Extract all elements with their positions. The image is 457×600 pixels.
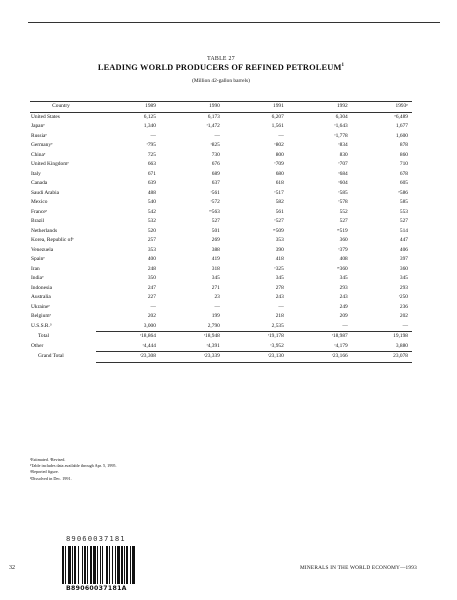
table-row [30, 179, 412, 189]
country-name: United States [31, 113, 60, 120]
table-cell: 3,000 [143, 322, 156, 329]
table-row [30, 312, 412, 322]
table-cell: 360 [399, 265, 408, 272]
table-row [30, 303, 412, 313]
table-cell: 271 [211, 284, 220, 291]
country-name: United Kingdomᵉ [31, 161, 69, 167]
petroleum-table [30, 101, 412, 363]
table-row [30, 246, 412, 256]
footnotes [30, 457, 117, 482]
table-cell: 542 [147, 208, 156, 215]
country-name: Germanyᵉ [31, 142, 53, 148]
table-cell: 293 [339, 284, 348, 291]
other-label: Other [31, 342, 44, 349]
table-row [30, 227, 412, 237]
table-cell: ʳ18,948 [160, 332, 224, 342]
grand-total-row [30, 352, 412, 363]
table-row [30, 284, 412, 294]
table-cell: ʳ578 [338, 199, 348, 205]
table-cell: ʳ795 [146, 142, 156, 148]
table-cell: 514 [399, 227, 408, 234]
table-cell: 618 [275, 180, 284, 186]
table-cell: ʳ709 [274, 161, 284, 167]
table-row [30, 208, 412, 218]
table-cell: ʳ19,178 [224, 332, 288, 342]
table-row [30, 236, 412, 246]
table-cell: 605 [399, 180, 408, 186]
table-cell: 678 [399, 170, 408, 177]
table-cell: ʳ379 [338, 246, 348, 253]
table-row [30, 170, 412, 180]
column-header-1990: 1990 [160, 102, 224, 113]
table-row [30, 141, 412, 151]
running-footer: MINERALS IN THE WORLD ECONOMY—1993 [300, 565, 417, 571]
table-cell: 249 [339, 303, 348, 310]
table-cell: ʳ23,166 [288, 352, 352, 363]
table-cell: 243 [275, 294, 284, 300]
table-row [30, 189, 412, 199]
column-header-1991: 1991 [224, 102, 288, 113]
table-cell: 218 [275, 313, 284, 319]
barcode-label: B89060037181A [66, 585, 127, 592]
table-cell: 345 [211, 275, 220, 281]
table-cell: 199 [211, 313, 220, 319]
table-body [30, 112, 412, 362]
country-name: Indiaᵉ [31, 275, 44, 281]
table-cell: 582 [275, 199, 284, 205]
footnote: ¹Table includes data available through Apr. 5, 1995. [30, 463, 117, 469]
table-cell: 418 [275, 256, 284, 262]
table-cell: ʳ527 [274, 218, 284, 224]
header-rule [28, 22, 440, 23]
country-name: Saudi Arabia [31, 189, 59, 196]
table-cell: 388 [211, 246, 220, 253]
table-cell: 878 [399, 142, 408, 148]
country-name: U.S.S.R.³ [31, 322, 52, 329]
column-header-1989: 1989 [96, 102, 160, 113]
table-cell: 639 [147, 180, 156, 186]
table-cell: 6,125 [143, 113, 156, 120]
table-cell: — [214, 303, 220, 310]
table-row [30, 255, 412, 265]
table-cell: ʳ325 [274, 265, 284, 272]
column-header-country: Country [30, 102, 96, 113]
page-number: 32 [9, 565, 15, 571]
table-cell: 710 [399, 161, 408, 167]
total-row [30, 332, 412, 342]
country-name: Iran [31, 265, 40, 272]
country-name: Franceᵉ [31, 208, 48, 215]
table-cell: 1,677 [395, 123, 408, 129]
table-cell: 345 [275, 275, 284, 281]
table-cell: 6,173 [207, 113, 220, 120]
table-cell: 553 [399, 208, 408, 215]
country-name: Chinaᵉ [31, 151, 46, 158]
table-cell: ʳ707 [338, 161, 348, 167]
country-name: Brazil [31, 218, 45, 224]
table-cell: 488 [147, 189, 156, 196]
table-cell: ᵉʳ519 [337, 227, 348, 234]
table-cell: ʳ834 [338, 142, 348, 148]
table-cell: 19,198 [352, 332, 412, 342]
table-cell: 540 [147, 199, 156, 205]
table-cell: ʳ1,778 [334, 132, 348, 139]
table-cell: — [214, 132, 220, 139]
table-cell: ᵉ586 [398, 189, 408, 196]
other-row [30, 342, 412, 352]
table-cell: 400 [147, 256, 156, 262]
table-cell: 2,790 [207, 322, 220, 329]
table-cell: 1,600 [395, 132, 408, 139]
table-cell: 209 [339, 313, 348, 319]
country-name: Indonesia [31, 284, 52, 291]
table-cell: ʳ572 [210, 199, 220, 205]
table-cell: 532 [147, 218, 156, 224]
table-cell: 419 [211, 256, 220, 262]
table-cell: 830 [339, 151, 348, 158]
table-cell: 408 [339, 256, 348, 262]
table-cell: 689 [211, 170, 220, 177]
table-cell: 257 [147, 237, 156, 243]
table-cell: 527 [399, 218, 408, 224]
table-cell: — [278, 303, 284, 310]
table-cell: 1,340 [143, 123, 156, 129]
table-cell: ʳ23,339 [160, 352, 224, 363]
country-name: Venezuela [31, 246, 54, 253]
table-cell: ʳ825 [210, 142, 220, 148]
table-cell: 520 [147, 227, 156, 234]
table-cell: 680 [275, 170, 284, 177]
footnote: ᵖReported figure. [30, 469, 59, 475]
table-cell: 447 [399, 237, 408, 243]
table-cell: — [342, 322, 348, 329]
table-cell: 293 [399, 284, 408, 291]
table-cell: — [402, 322, 408, 329]
table-row [30, 151, 412, 161]
table-cell: ᵉʳ509 [273, 227, 284, 234]
table-cell: ᵉʳ563 [209, 208, 220, 215]
table-cell: ʳ4,391 [206, 342, 220, 349]
table-cell: ʳ517 [274, 189, 284, 196]
table-cell: 585 [399, 199, 408, 205]
table-cell: — [150, 303, 156, 310]
table-cell: ʳ4,179 [334, 342, 348, 349]
column-header-1993: 1993ᵖ [352, 102, 412, 113]
table-row [30, 198, 412, 208]
total-label: Total [38, 332, 49, 339]
table-title [30, 63, 412, 72]
table-row [30, 122, 412, 132]
table-cell: ʳ250 [398, 294, 408, 300]
table-cell: 730 [211, 151, 220, 158]
table-cell: 501 [211, 227, 220, 234]
table-row [30, 217, 412, 227]
table-cell: ʳ585 [338, 189, 348, 196]
table-cell: 318 [211, 265, 220, 272]
header-row [30, 102, 412, 113]
barcode-image [62, 546, 162, 584]
table-cell: 406 [399, 246, 408, 253]
table-cell: ʳ18,864 [96, 332, 160, 342]
table-row [30, 132, 412, 142]
table-cell: 345 [399, 275, 408, 281]
table-cell: 353 [275, 237, 284, 243]
country-name: Netherlands [31, 227, 58, 234]
table-cell: 23 [214, 294, 220, 300]
table-cell: 247 [147, 284, 156, 291]
table-cell: 243 [339, 294, 348, 300]
footnote: ᵉEstimated. ʳRevised. [30, 457, 66, 462]
table-row [30, 265, 412, 275]
table-cell: ʳ23,308 [96, 352, 160, 363]
barcode-number: 89060037181 [66, 534, 126, 543]
table-cell: 202 [147, 313, 156, 319]
country-name: Japanᵉ [31, 123, 45, 129]
table-cell: 227 [147, 294, 156, 300]
table-cell: 663 [147, 161, 156, 167]
table-cell: 1,561 [271, 123, 284, 129]
table-cell: ᵉʳ360 [337, 265, 348, 272]
table-cell: 3,880 [395, 342, 408, 349]
table-cell: ʳ18,987 [288, 332, 352, 342]
table-cell: — [278, 132, 284, 139]
table-cell: — [150, 132, 156, 139]
table-row [30, 160, 412, 170]
table-cell: 6,207 [271, 113, 284, 120]
table-cell: 345 [339, 275, 348, 281]
table-cell: 637 [211, 180, 220, 186]
table-row [30, 112, 412, 122]
table-cell: 725 [147, 151, 156, 158]
table-row [30, 322, 412, 332]
country-name: Belgiumᵉ [31, 313, 51, 319]
table-cell: ʳ802 [274, 142, 284, 148]
table-cell: 561 [275, 208, 284, 215]
table-cell: ʳ561 [210, 189, 220, 196]
table-cell: 397 [399, 256, 408, 262]
table-cell: 353 [147, 246, 156, 253]
table-cell: 676 [211, 161, 220, 167]
table-row [30, 274, 412, 284]
table-cell: ʳ1,643 [334, 123, 348, 129]
table-cell: ʳ4,444 [142, 342, 156, 349]
table-cell: ʳ3,952 [270, 342, 284, 349]
table-cell: 278 [275, 284, 284, 291]
table-cell: 6,304 [335, 113, 348, 120]
table-cell: 23,078 [352, 352, 412, 363]
footnote: ³Dissolved in Dec. 1991. [30, 475, 72, 481]
table-cell: ʳ684 [338, 170, 348, 177]
country-name: Ukraineᵉ [31, 303, 50, 310]
table-cell: 202 [399, 313, 408, 319]
country-name: Russiaᵉ [31, 132, 47, 139]
table-cell: 269 [211, 237, 220, 243]
table-cell: 236 [399, 303, 408, 310]
table-cell: 527 [211, 218, 220, 224]
table-cell: ʳ1,472 [206, 123, 220, 129]
country-name: Korea, Republic ofᵉ [31, 237, 74, 243]
table-cell: 360 [339, 237, 348, 243]
country-name: Canada [31, 180, 48, 186]
table-cell: 800 [275, 151, 284, 158]
table-cell: 552 [339, 208, 348, 215]
table-cell: ʳ23,130 [224, 352, 288, 363]
table-cell: 248 [147, 265, 156, 272]
table-cell: ᵉ6,489 [394, 113, 408, 120]
table-cell: 860 [399, 151, 408, 158]
grand-total-label: Grand Total [38, 353, 64, 359]
table-cell: ʳ604 [338, 180, 348, 186]
units-note: (Million 42-gallon barrels) [192, 78, 250, 84]
table-cell: 390 [275, 246, 284, 253]
table-cell: 2,535 [271, 322, 284, 329]
table-row [30, 293, 412, 303]
country-name: Australia [31, 294, 51, 300]
column-header-1992: 1992 [288, 102, 352, 113]
country-name: Mexico [31, 199, 48, 205]
country-name: Italy [31, 170, 41, 177]
table-title-text: LEADING WORLD PRODUCERS OF REFINED PETROLEUM [97, 63, 342, 72]
table-cell: 350 [147, 275, 156, 281]
country-name: Spainᵉ [31, 256, 45, 262]
table-heading [30, 56, 412, 84]
table-cell: 527 [339, 218, 348, 224]
table-cell: 671 [147, 170, 156, 177]
title-footnote-marker: 1 [341, 63, 345, 69]
table-number: TABLE 27 [207, 56, 235, 62]
